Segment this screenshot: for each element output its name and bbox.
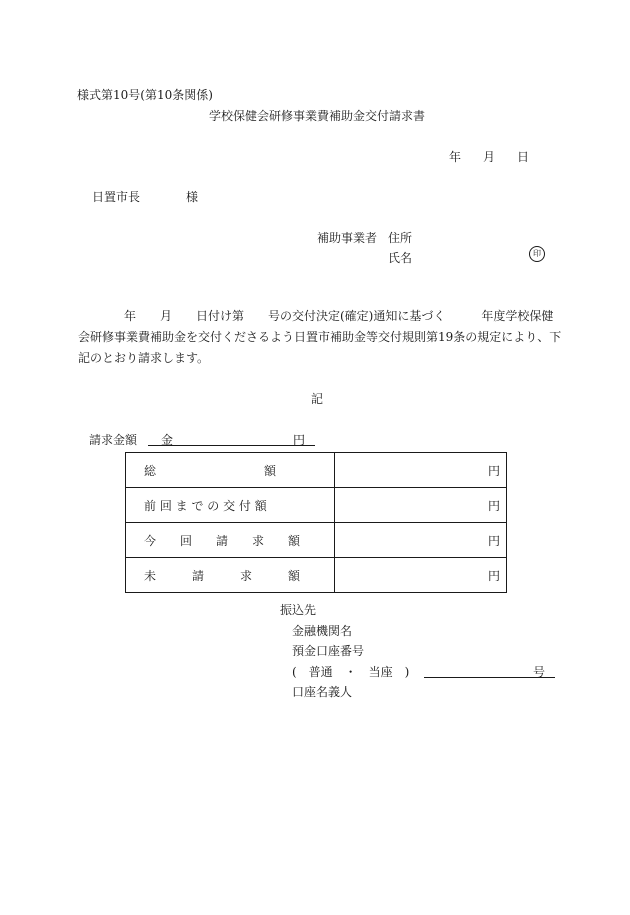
account-number-suffix: 号 bbox=[532, 665, 545, 679]
body-line-1: 年 月 日付け第 号の交付決定(確定)通知に基づく 年度学校保健 bbox=[124, 309, 554, 323]
body-line-3: 記のとおり請求します。 bbox=[78, 351, 210, 365]
addressee-honorific: 様 bbox=[186, 190, 199, 204]
row-label-previous: 前 回 ま で の 交 付 額 bbox=[126, 488, 335, 523]
addressee-name: 日置市長 bbox=[92, 190, 141, 204]
row-value-unclaimed: 円 bbox=[335, 558, 507, 593]
body-line-2: 会研修事業費補助金を交付くださるよう日置市補助金等交付規則第19条の規定により、下 bbox=[78, 330, 562, 344]
claim-amount-label: 請求金額 bbox=[89, 433, 138, 447]
row-label-current: 今 回 請 求 額 bbox=[126, 523, 335, 558]
table-row bbox=[126, 488, 507, 523]
date-line bbox=[449, 148, 529, 165]
request-body bbox=[78, 306, 560, 369]
row-label-total: 総 額 bbox=[126, 453, 335, 488]
claim-table bbox=[125, 452, 507, 593]
claim-amount-field bbox=[148, 431, 315, 446]
note-heading: 記 bbox=[311, 392, 324, 406]
form-number: 様式第10号(第10条関係) bbox=[77, 88, 213, 102]
date-year: 年 bbox=[449, 150, 462, 164]
account-holder-label: 口座名義人 bbox=[292, 685, 353, 699]
table-row bbox=[126, 523, 507, 558]
row-value-previous: 円 bbox=[335, 488, 507, 523]
transfer-heading: 振込先 bbox=[280, 603, 317, 617]
table-row bbox=[126, 558, 507, 593]
account-number-field bbox=[424, 663, 555, 678]
name-label: 氏名 bbox=[388, 251, 413, 265]
row-label-unclaimed: 未 請 求 額 bbox=[126, 558, 335, 593]
table-row bbox=[126, 453, 507, 488]
date-month: 月 bbox=[483, 150, 496, 164]
account-type: ( 普通 ・ 当座 ) bbox=[292, 665, 410, 679]
applicant-label: 補助事業者 bbox=[317, 231, 378, 245]
claim-amount-prefix: 金 bbox=[161, 433, 174, 447]
seal-mark: 印 bbox=[529, 246, 545, 262]
claim-amount-unit: 円 bbox=[293, 433, 306, 447]
address-label: 住所 bbox=[388, 231, 413, 245]
date-day: 日 bbox=[517, 150, 530, 164]
document-title: 学校保健会研修事業費補助金交付請求書 bbox=[209, 109, 426, 123]
addressee bbox=[92, 188, 198, 205]
bank-name-label: 金融機関名 bbox=[292, 624, 353, 638]
row-value-total: 円 bbox=[335, 453, 507, 488]
row-value-current: 円 bbox=[335, 523, 507, 558]
account-number-label: 預金口座番号 bbox=[292, 644, 365, 658]
